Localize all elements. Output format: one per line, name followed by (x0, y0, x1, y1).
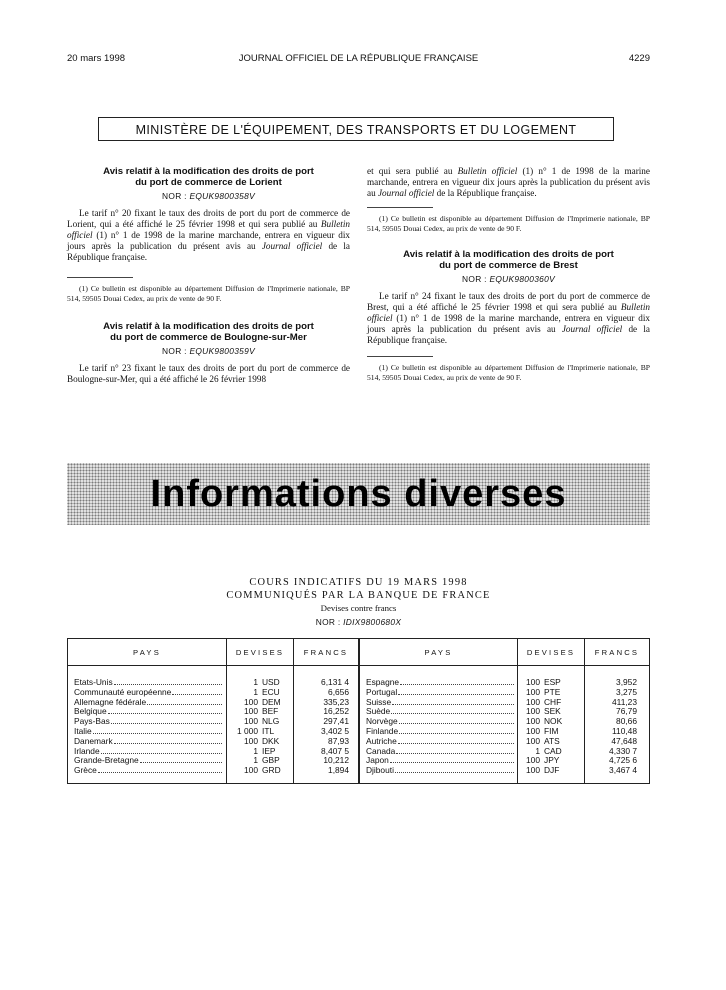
dot-leader (108, 713, 222, 714)
currency-code: PTE (544, 686, 561, 697)
table-row (366, 707, 644, 717)
table-row (366, 727, 644, 737)
dot-leader (396, 753, 514, 754)
header-page-number: 4229 (628, 53, 650, 64)
country-name: Canada (366, 745, 396, 756)
currency-code: ATS (544, 735, 560, 746)
currency-quantity: 100 (244, 735, 258, 746)
country-name: Espagne (366, 677, 400, 687)
currency-quantity: 100 (526, 677, 540, 687)
table-row (74, 717, 352, 727)
avis-brest-body (367, 291, 650, 346)
currency-quantity: 100 (244, 706, 258, 717)
country-name: Finlande (366, 725, 399, 736)
currency-code: DJF (544, 765, 560, 776)
avis-lorient-body (67, 208, 350, 263)
currency-code: SEK (544, 706, 561, 717)
dot-leader (114, 684, 222, 685)
country-name: Pays-Bas (74, 716, 110, 727)
franc-rate: 4,725 6 (609, 755, 637, 766)
avis-brest-title (367, 249, 650, 271)
table-row (366, 756, 644, 766)
currency-code: GRD (262, 765, 281, 776)
country-name: Autriche (366, 735, 397, 746)
body-text: (1) n° 1 de 1998 de la marine marchande, entrera en vigueur dix jours après la publication du présent avis au (367, 313, 650, 334)
currency-code: DEM (262, 696, 281, 707)
header-pays-right: PAYS (424, 648, 453, 657)
franc-rate: 10,212 (323, 755, 349, 766)
franc-rate: 110,48 (612, 725, 637, 736)
franc-rate: 3,467 4 (609, 765, 637, 776)
dot-leader (390, 762, 514, 763)
franc-rate: 297,41 (323, 716, 349, 727)
currency-quantity: 1 (253, 755, 258, 766)
franc-rate: 3,275 (616, 686, 637, 697)
country-name: Norvège (366, 716, 398, 727)
body-text: de la République française. (434, 188, 537, 198)
country-name: Portugal (366, 686, 398, 697)
table-row (366, 698, 644, 708)
body-italic: Journal officiel (561, 324, 623, 334)
currency-code: BEF (262, 706, 279, 717)
table-row (74, 737, 352, 747)
avis-brest-nor (367, 274, 650, 285)
country-name: Djibouti (366, 765, 394, 776)
franc-rate: 335,23 (323, 696, 349, 707)
header-francs-left: FRANCS (303, 648, 349, 657)
currency-code: JPY (544, 755, 560, 766)
header-journal-title: JOURNAL OFFICIEL DE LA RÉPUBLIQUE FRANÇAISE (238, 53, 479, 64)
country-name: Allemagne fédérale (74, 696, 147, 707)
body-italic: Bulletin officiel (457, 166, 518, 176)
table-row (366, 688, 644, 698)
table-row (74, 727, 352, 737)
footnote-divider (367, 356, 433, 357)
informations-diverses-banner (67, 463, 650, 525)
left-column (67, 166, 350, 385)
nor-code: EQUK9800360V (489, 274, 555, 284)
franc-rate: 411,23 (612, 696, 637, 707)
currency-quantity: 100 (244, 716, 258, 727)
cours-heading (67, 576, 650, 628)
cours-line3: Devises contre francs (320, 603, 397, 613)
avis-lorient-title-line1: Avis relatif à la modification des droits de port (103, 166, 314, 177)
currency-quantity: 1 (253, 686, 258, 697)
dot-leader (147, 704, 222, 705)
table-row (74, 698, 352, 708)
nor-code: EQUK9800359V (189, 346, 255, 356)
dot-leader (399, 723, 514, 724)
table-row (74, 756, 352, 766)
currency-quantity: 1 (253, 677, 258, 687)
country-name: Communauté européenne (74, 686, 172, 697)
body-text: et qui sera publié au (367, 166, 458, 176)
cours-nor (67, 616, 650, 628)
header-devises-right: DEVISES (526, 648, 576, 657)
currency-code: NOK (544, 716, 563, 727)
currency-quantity: 1 (535, 745, 540, 756)
table-row (366, 717, 644, 727)
body-text: de la République française. (67, 241, 350, 262)
currency-code: CHF (544, 696, 562, 707)
body-text: (1) n° 1 de 1998 de la marine marchande, entrera en vigueur dix jours après la publication du présent avis au (367, 166, 650, 198)
body-text: (1) n° 1 de 1998 de la marine marchande, entrera en vigueur dix jours après la publication du présent avis au (67, 230, 350, 251)
table-row (74, 707, 352, 717)
table-row (74, 766, 352, 776)
dot-leader (101, 753, 222, 754)
franc-rate: 8,407 5 (321, 745, 349, 756)
table-row (366, 766, 644, 776)
dot-leader (400, 684, 514, 685)
currency-quantity: 100 (526, 706, 540, 717)
avis-boulogne-title-line1: Avis relatif à la modification des droits de port (103, 321, 314, 332)
franc-rate: 87,93 (328, 735, 349, 746)
table-rows-right (366, 678, 644, 776)
dot-leader (172, 694, 222, 695)
dot-leader (93, 733, 222, 734)
franc-rate: 76,79 (616, 706, 637, 717)
country-name: Suède (366, 706, 391, 717)
currency-code: IEP (262, 745, 276, 756)
franc-rate: 4,330 7 (609, 745, 637, 756)
nor-code: EQUK9800358V (189, 191, 255, 201)
country-name: Japon (366, 755, 389, 766)
dot-leader (140, 762, 222, 763)
currency-code: DKK (262, 735, 280, 746)
currency-quantity: 100 (526, 735, 540, 746)
avis-brest-title-line2: du port de commerce de Brest (439, 260, 578, 271)
header-devises-left: DEVISES (235, 648, 285, 657)
currency-code: NLG (262, 716, 280, 727)
table-row (366, 737, 644, 747)
franc-rate: 80,66 (616, 716, 637, 727)
nor-label: NOR : (162, 346, 190, 356)
header-date: 20 mars 1998 (67, 53, 126, 64)
currency-code: FIM (544, 725, 559, 736)
country-name: Irlande (74, 745, 100, 756)
currency-code: ITL (262, 725, 275, 736)
country-name: Italie (74, 725, 92, 736)
ministry-heading: MINISTÈRE DE L'ÉQUIPEMENT, DES TRANSPORTS ET DU LOGEMENT (98, 117, 614, 141)
country-name: Grande-Bretagne (74, 755, 139, 766)
country-name: Etats-Unis (74, 677, 113, 687)
cours-line1: COURS INDICATIFS DU 19 MARS 1998 (249, 577, 468, 588)
currency-code: USD (262, 677, 280, 687)
country-name: Suisse (366, 696, 392, 707)
avis-lorient-nor (67, 191, 350, 202)
nor-label: NOR : (162, 191, 190, 201)
franc-rate: 3,952 (616, 677, 637, 687)
franc-rate: 3,402 5 (321, 725, 349, 736)
dot-leader (398, 743, 514, 744)
currency-code: GBP (262, 755, 280, 766)
right-column (367, 166, 650, 382)
dot-leader (398, 694, 514, 695)
header-francs-right: FRANCS (594, 648, 640, 657)
avis-lorient-footnote: (1) Ce bulletin est disponible au département Diffusion de l'Imprimerie nationale, BP 514, 59505 Douai Cedex, au prix de vente de 90 F. (67, 284, 350, 303)
franc-rate: 16,252 (323, 706, 349, 717)
avis-boulogne-nor (67, 346, 350, 357)
currency-quantity: 1 (253, 745, 258, 756)
body-text: Le tarif n° 24 fixant le taux des droits de port du port de commerce de Brest, qui a été affiché le 25 février 1998 et qui sera publié au (367, 291, 650, 312)
nor-label: NOR : (462, 274, 490, 284)
dot-leader (399, 733, 514, 734)
country-name: Grèce (74, 765, 97, 776)
header-divider (68, 665, 649, 666)
franc-rate: 6,656 (328, 686, 349, 697)
country-name: Belgique (74, 706, 107, 717)
body-italic: Journal officiel (261, 241, 323, 251)
currency-quantity: 100 (244, 765, 258, 776)
currency-quantity: 1 000 (237, 725, 258, 736)
dot-leader (395, 772, 514, 773)
dot-leader (114, 743, 222, 744)
avis-boulogne-body: Le tarif n° 23 fixant le taux des droits de port du port de commerce de Boulogne-sur-Mer, qui a été affiché le 26 février 1998 (67, 363, 350, 384)
currency-quantity: 100 (526, 686, 540, 697)
table-rows-left (74, 678, 352, 776)
exchange-rate-table (67, 638, 650, 784)
avis-brest-title-line1: Avis relatif à la modification des droits de port (403, 249, 614, 260)
dot-leader (392, 704, 514, 705)
franc-rate: 1,894 (328, 765, 349, 776)
franc-rate: 6,131 4 (321, 677, 349, 687)
body-italic: Bulletin officiel (367, 302, 650, 323)
franc-rate: 47,648 (611, 735, 637, 746)
body-text: Le tarif n° 20 fixant le taux des droits de port du port de commerce de Lorient, qui a été affiché le 25 février 1998 et qui sera publié au (67, 208, 350, 229)
footnote-divider (367, 207, 433, 208)
currency-quantity: 100 (526, 716, 540, 727)
currency-code: ESP (544, 677, 561, 687)
avis-boulogne-continuation (367, 166, 650, 199)
currency-quantity: 100 (244, 696, 258, 707)
column-divider (358, 639, 360, 783)
currency-quantity: 100 (526, 765, 540, 776)
avis-boulogne-title-line2: du port de commerce de Boulogne-sur-Mer (110, 332, 307, 343)
footnote-divider (67, 277, 133, 278)
table-row (366, 747, 644, 757)
avis-lorient-title-line2: du port de commerce de Lorient (135, 177, 282, 188)
nor-code: IDIX9800680X (343, 617, 402, 627)
currency-code: CAD (544, 745, 562, 756)
avis-boulogne-title (67, 321, 350, 343)
body-italic: Journal officiel (377, 188, 435, 198)
dot-leader (391, 713, 514, 714)
currency-quantity: 100 (526, 755, 540, 766)
banner-title: Informations diverses (150, 473, 567, 515)
avis-boulogne-footnote: (1) Ce bulletin est disponible au département Diffusion de l'Imprimerie nationale, BP 514, 59505 Douai Cedex, au prix de vente de 90 F. (367, 214, 650, 233)
currency-code: ECU (262, 686, 280, 697)
cours-line2: COMMUNIQUÉS PAR LA BANQUE DE FRANCE (226, 590, 491, 601)
avis-brest-footnote: (1) Ce bulletin est disponible au département Diffusion de l'Imprimerie nationale, BP 514, 59505 Douai Cedex, au prix de vente de 90 F. (367, 363, 650, 382)
header-pays-left: PAYS (133, 648, 161, 657)
dot-leader (98, 772, 222, 773)
dot-leader (111, 723, 222, 724)
body-text: de la République française. (367, 324, 650, 345)
avis-lorient-title (67, 166, 350, 188)
nor-label: NOR : (315, 617, 344, 627)
body-italic: Bulletin officiel (67, 219, 350, 240)
currency-quantity: 100 (526, 725, 540, 736)
country-name: Danemark (74, 735, 113, 746)
currency-quantity: 100 (526, 696, 540, 707)
table-row (366, 678, 644, 688)
